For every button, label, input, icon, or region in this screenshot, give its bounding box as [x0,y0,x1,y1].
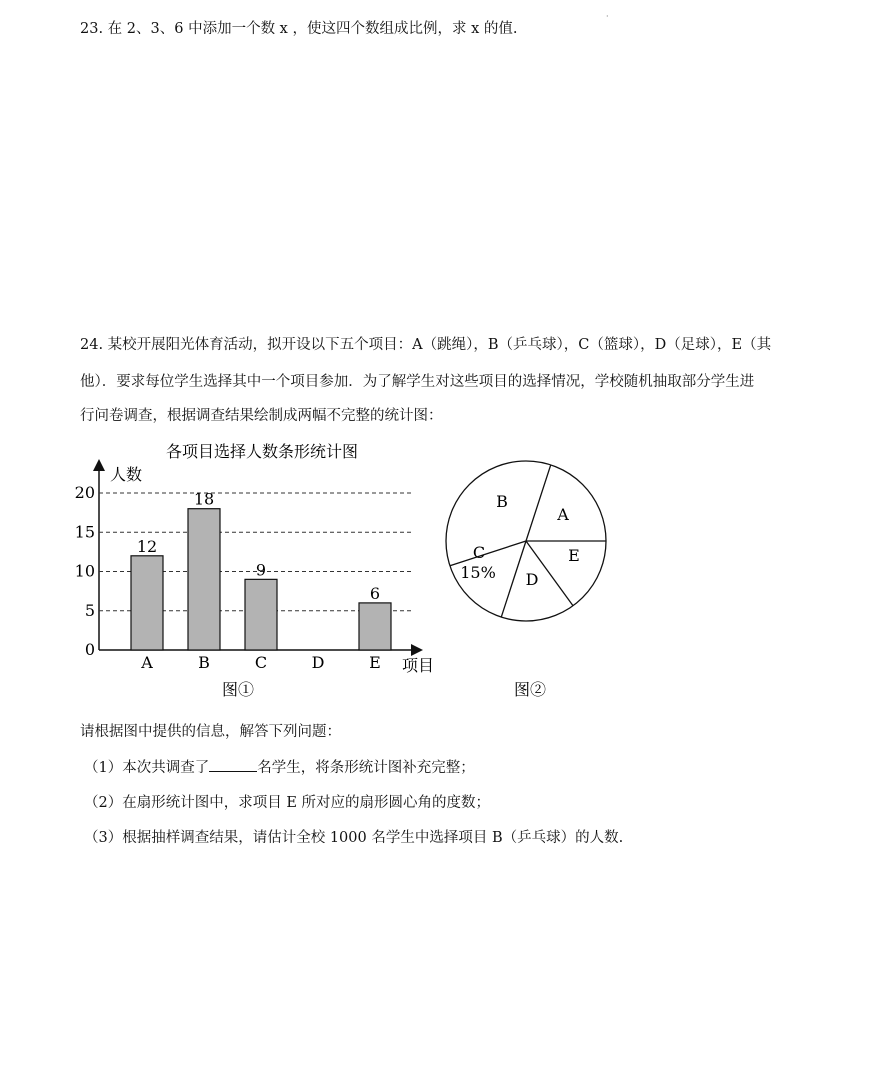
questions-intro: 请根据图中提供的信息，解答下列问题： [80,724,341,740]
y-axis-label: 人数 [110,465,143,484]
question-24-line-3: 行问卷调查，根据调查结果绘制成两幅不完整的统计图： [80,408,443,424]
sub-question-1-after: 名学生，将条形统计图补充完整； [257,760,475,776]
y-tick-label: 0 [84,640,95,659]
stray-dot: · [606,12,609,21]
pie-slice-label-E: E [568,546,580,565]
pie-chart [430,435,630,705]
bar-chart [72,435,452,705]
sub-question-1 [84,756,475,777]
pie-chart-caption: 图② [513,680,547,699]
x-tick-label: D [311,653,325,672]
y-tick-label: 10 [74,561,95,581]
y-tick-label: 5 [84,600,95,620]
answer-blank[interactable] [209,759,257,772]
x-tick-label: A [141,653,153,672]
pie-slice-label-D: D [525,570,539,589]
pie-slice-c-percent: 15% [460,563,496,582]
bar-value-label: 12 [136,536,158,556]
bar-C [245,579,277,650]
question-24-line-1: 24. 某校开展阳光体育活动，拟开设以下五个项目：A（跳绳），B（乒乓球），C（篮球），D（足球），E（其 [80,337,772,353]
bar-chart-title: 各项目选择人数条形统计图 [165,442,359,461]
bar-value-label: 18 [193,489,215,509]
sub-question-2: （2）在扇形统计图中，求项目 E 所对应的扇形圆心角的度数； [84,795,491,811]
y-tick-label: 20 [74,483,95,502]
bar-A [131,556,163,650]
question-24-line-2: 他）．要求每位学生选择其中一个项目参加．为了解学生对这些项目的选择情况，学校随机抽取部分学生进 [80,374,755,390]
pie-slice-label-B: B [496,492,508,511]
x-axis-label: 项目 [402,656,435,675]
bar-B [188,509,220,650]
bar-value-label: 9 [255,560,267,580]
y-tick-label: 15 [74,522,95,542]
bar-chart-caption: 图① [222,680,255,699]
x-tick-label: B [198,653,210,672]
pie-slice-label-A: A [557,505,569,524]
pie-slice-label-C: C [472,543,486,562]
bar-value-label: 6 [369,583,381,603]
x-tick-label: E [369,653,381,672]
sub-question-3: （3）根据抽样调查结果，请估计全校 1000 名学生中选择项目 B（乒乓球）的人数. [84,830,624,846]
sub-question-1-before: （1）本次共调查了 [84,760,210,776]
bar-E [359,603,391,650]
question-23: 23. 在 2、3、6 中添加一个数 x ，使这四个数组成比例，求 x 的值. [80,21,518,37]
x-tick-label: C [254,653,268,672]
